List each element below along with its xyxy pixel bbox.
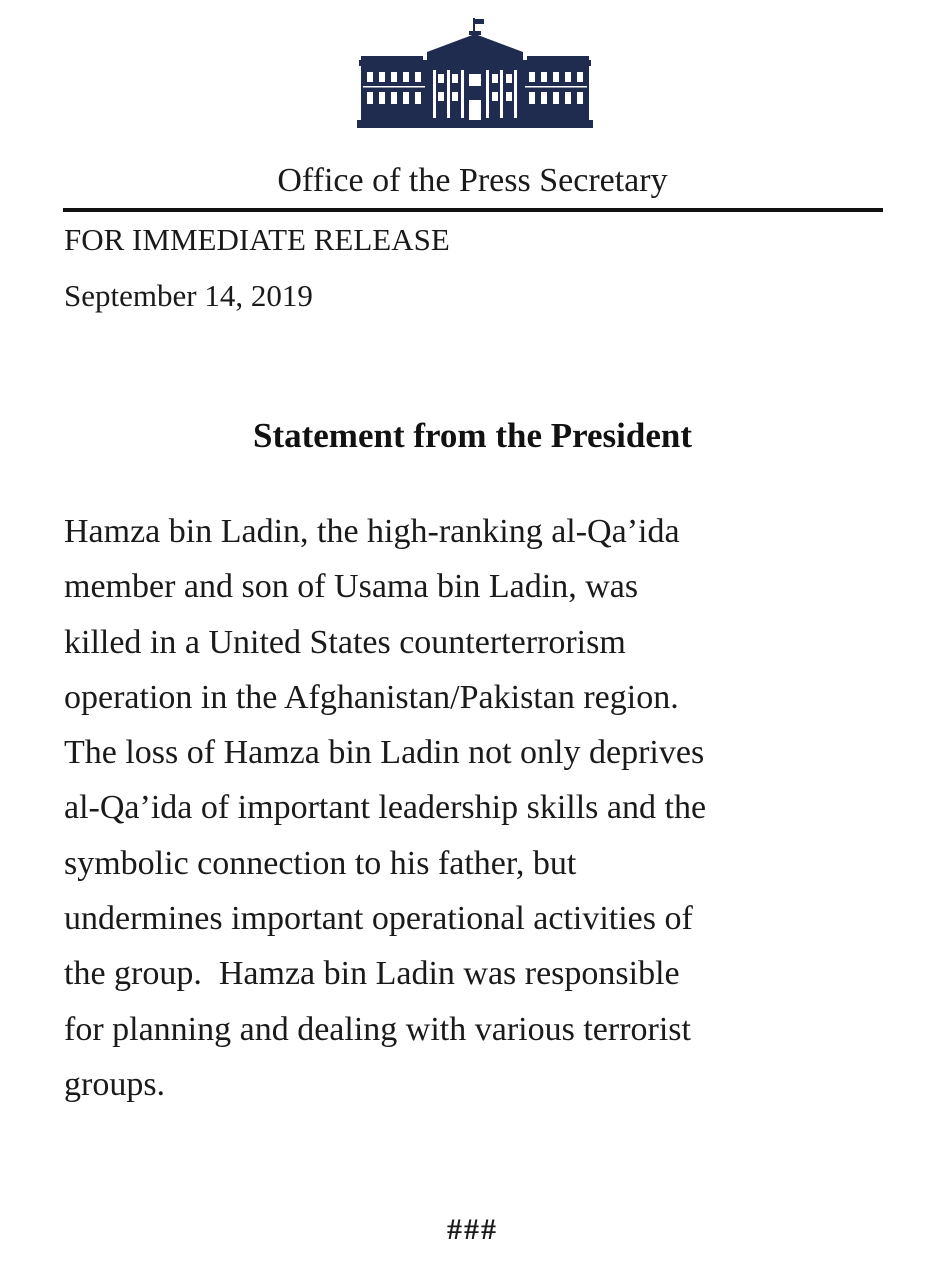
header-divider (63, 208, 883, 212)
release-date: September 14, 2019 (64, 278, 313, 313)
statement-body (64, 504, 904, 1112)
body-line: killed in a United States counterterrorism (64, 623, 626, 661)
body-line: undermines important operational activities of (64, 900, 693, 938)
body-line: member and son of Usama bin Ladin, was (64, 568, 639, 606)
body-line: The loss of Hamza bin Ladin not only deprives (64, 734, 705, 772)
body-line: symbolic connection to his father, but (64, 844, 577, 882)
end-mark: ### (447, 1213, 498, 1246)
white-house-icon (357, 16, 593, 130)
release-label: FOR IMMEDIATE RELEASE (64, 222, 450, 257)
body-line: groups. (64, 1065, 166, 1103)
body-line: al-Qa’ida of important leadership skills and the (64, 789, 707, 827)
body-line: for planning and dealing with various terrorist (64, 1010, 691, 1048)
statement-title: Statement from the President (252, 416, 693, 455)
body-line: operation in the Afghanistan/Pakistan region. (64, 678, 679, 716)
body-line: the group. Hamza bin Ladin was responsible (64, 955, 680, 993)
office-heading: Office of the Press Secretary (277, 162, 668, 199)
body-line: Hamza bin Ladin, the high-ranking al-Qa’ida (64, 513, 680, 550)
